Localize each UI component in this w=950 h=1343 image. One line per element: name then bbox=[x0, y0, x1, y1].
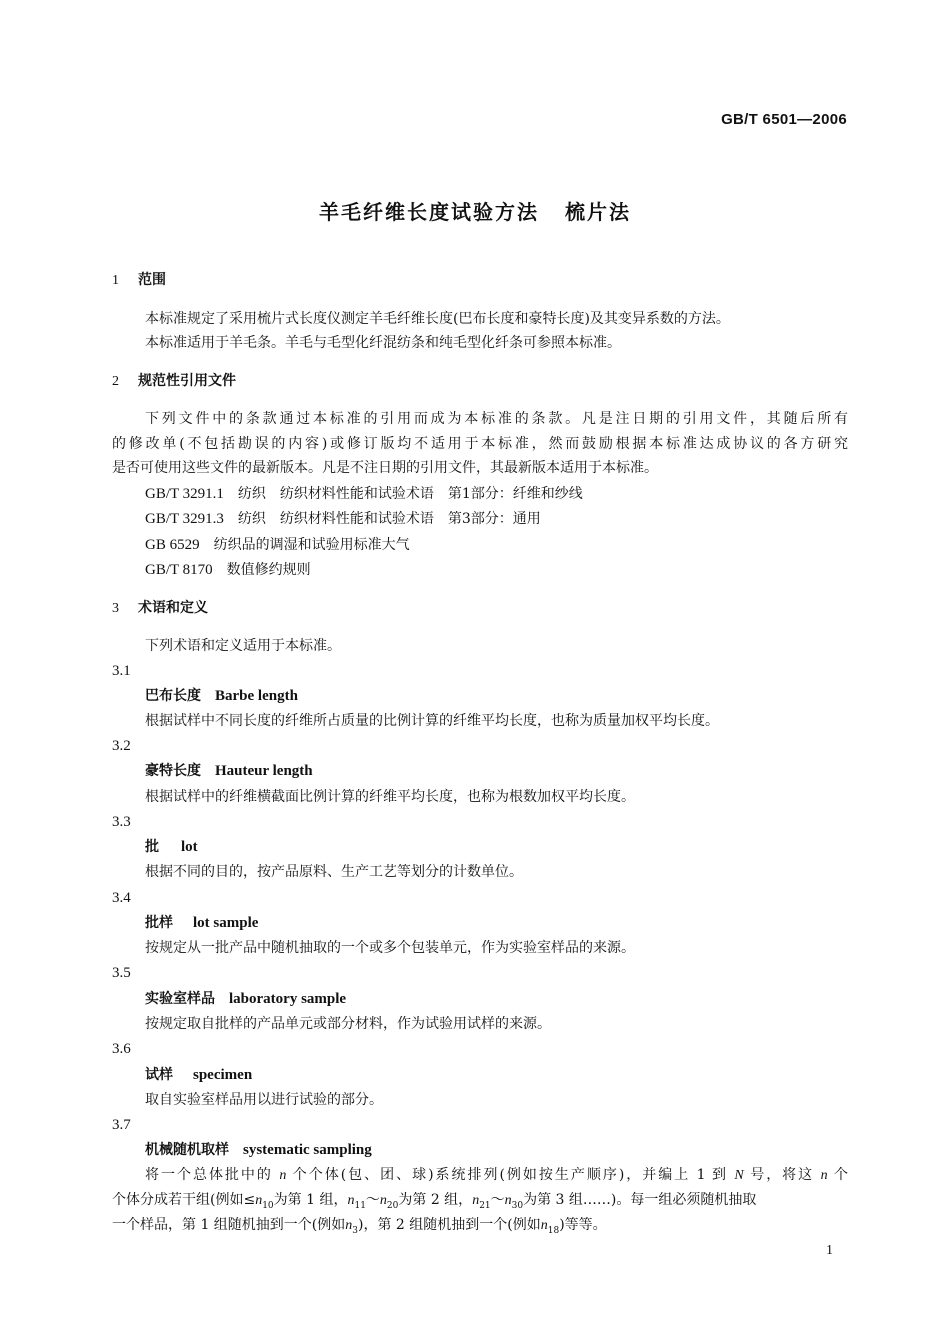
term-heading: 巴布长度 Barbe length bbox=[145, 688, 298, 704]
term-heading: 机械随机取样 systematic sampling bbox=[145, 1142, 372, 1158]
normative-ref: GB 6529 纺织品的调湿和试验用标准大气 bbox=[145, 537, 410, 553]
term-heading: 批 lot bbox=[145, 839, 198, 855]
clause-number: 3.2 bbox=[112, 738, 131, 754]
section-1-heading: 1 范围 bbox=[112, 272, 166, 288]
clause-number: 3.1 bbox=[112, 663, 131, 679]
clause-number: 3.7 bbox=[112, 1117, 131, 1133]
clause-number: 3.6 bbox=[112, 1041, 131, 1057]
page-title bbox=[0, 196, 950, 225]
section-2-para-line-1: 下列文件中的条款通过本标准的引用而成为本标准的条款。凡是注日期的引用文件，其随后所有 bbox=[145, 411, 848, 427]
term-heading: 试样 specimen bbox=[145, 1067, 253, 1083]
section-2-para-line-3: 是否可使用这些文件的最新版本。凡是不注日期的引用文件，其最新版本适用于本标准。 bbox=[112, 460, 658, 476]
term-definition-line-2: 个体分成若干组(例如$\le n_{10}$为第 1 组，$n_{11}\sim n_{20}$为第 2 组，$n_{21}\sim n_{30}$为第 3 组……)。每一组必须随机抽取 bbox=[112, 1192, 757, 1211]
section-2-para-line-2: 的修改单(不包括勘误的内容)或修订版均不适用于本标准，然而鼓励根据本标准达成协议的各方研究 bbox=[112, 436, 848, 452]
term-definition: 根据试样中的纤维横截面比例计算的纤维平均长度，也称为根数加权平均长度。 bbox=[145, 789, 635, 805]
page-number: 1 bbox=[826, 1243, 833, 1258]
title-main: 羊毛纤维长度试验方法 bbox=[319, 200, 539, 224]
standard-number: GB/T 6501—2006 bbox=[721, 111, 847, 128]
section-3-intro: 下列术语和定义适用于本标准。 bbox=[145, 638, 341, 654]
term-heading: 实验室样品 laboratory sample bbox=[145, 991, 347, 1007]
term-definition-line-3: 一个样品，第 1 组随机抽到一个(例如$n_3$)，第 2 组随机抽到一个(例如$n_{18}$)等等。 bbox=[112, 1217, 607, 1236]
clause-number: 3.5 bbox=[112, 965, 131, 981]
section-1-para-2: 本标准适用于羊毛条。羊毛与毛型化纤混纺条和纯毛型化纤条可参照本标准。 bbox=[145, 335, 621, 351]
term-definition: 按规定从一批产品中随机抽取的一个或多个包装单元，作为实验室样品的来源。 bbox=[145, 940, 635, 956]
normative-ref: GB/T 3291.1 纺织 纺织材料性能和试验术语 第1部分：纤维和纱线 bbox=[145, 486, 583, 502]
normative-ref: GB/T 8170 数值修约规则 bbox=[145, 562, 311, 578]
term-definition: 根据不同的目的，按产品原料、生产工艺等划分的计数单位。 bbox=[145, 864, 523, 880]
term-heading: 豪特长度 Hauteur length bbox=[145, 763, 313, 779]
section-2-heading: 2 规范性引用文件 bbox=[112, 373, 236, 389]
term-definition: 根据试样中不同长度的纤维所占质量的比例计算的纤维平均长度，也称为质量加权平均长度。 bbox=[145, 713, 719, 729]
clause-number: 3.3 bbox=[112, 814, 131, 830]
title-sub: 梳片法 bbox=[565, 200, 631, 224]
section-3-heading: 3 术语和定义 bbox=[112, 600, 208, 616]
term-definition-line-1: 将一个总体批中的 n 个个体(包、团、球)系统排列(例如按生产顺序)，并编上 1 到 N 号，将这 n 个 bbox=[145, 1167, 849, 1183]
term-heading: 批样 lot sample bbox=[145, 915, 259, 931]
clause-number: 3.4 bbox=[112, 890, 131, 906]
term-definition: 按规定取自批样的产品单元或部分材料，作为试验用试样的来源。 bbox=[145, 1016, 551, 1032]
normative-ref: GB/T 3291.3 纺织 纺织材料性能和试验术语 第3部分：通用 bbox=[145, 511, 541, 527]
term-definition: 取自实验室样品用以进行试验的部分。 bbox=[145, 1092, 383, 1108]
section-1-para-1: 本标准规定了采用梳片式长度仪测定羊毛纤维长度(巴布长度和豪特长度)及其变异系数的方法。 bbox=[145, 311, 730, 327]
